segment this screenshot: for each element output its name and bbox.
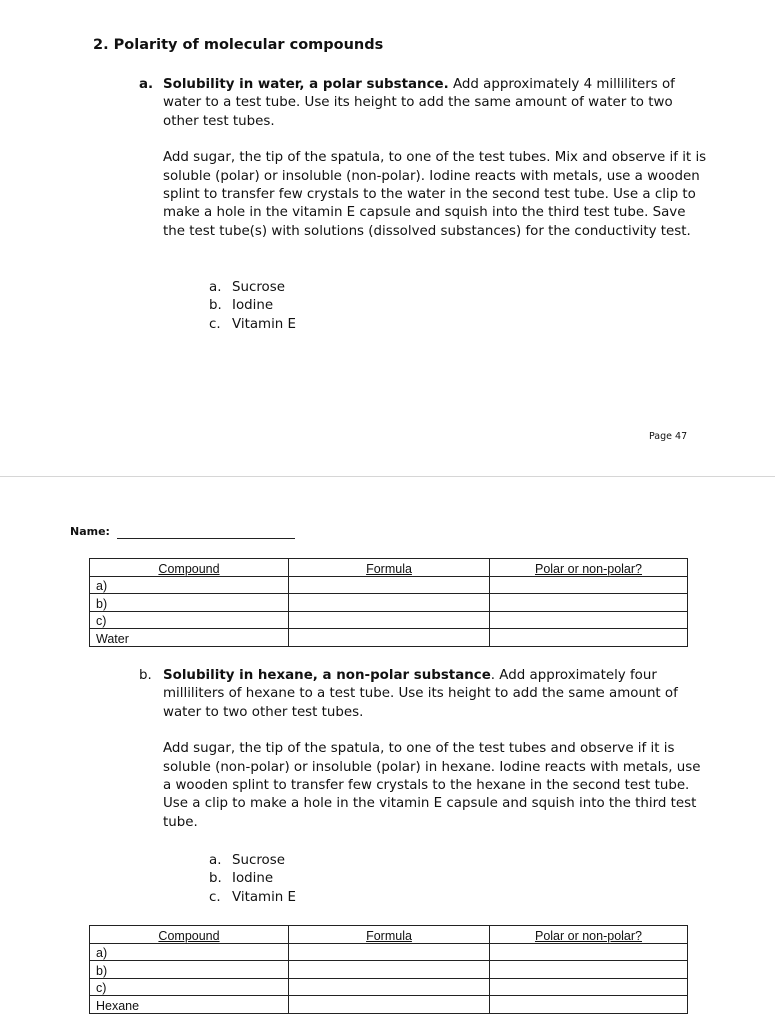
list-item: [209, 852, 296, 870]
row-label: Water: [90, 629, 289, 647]
name-label: Name:: [70, 525, 110, 538]
column-header-formula: Formula: [289, 926, 490, 944]
column-header-formula: Formula: [289, 559, 490, 577]
formula-cell[interactable]: [289, 629, 490, 647]
part-a-title: Solubility in water, a polar substance.: [163, 77, 449, 92]
formula-cell[interactable]: [289, 996, 490, 1014]
polarity-cell[interactable]: [490, 629, 688, 647]
polarity-cell[interactable]: [490, 576, 688, 594]
part-a: [139, 76, 709, 241]
results-table-hexane: [89, 925, 688, 1014]
list-item-text: Iodine: [232, 871, 274, 887]
part-a-paragraph: Add sugar, the tip of the spatula, to one of the test tubes. Mix and observe if it is soluble (polar) or insoluble (non-polar). Iodine reacts with metals, use a wooden splint to transfer few crystals to the water in the second test tube. Use a clip to make a hole in the vitamin E capsule and squish into the third test tube. Save the test tube(s) with solutions (dissolved substances) for the conductivity test.: [163, 150, 707, 239]
table-row: [90, 943, 688, 961]
table-row: [90, 978, 688, 996]
polarity-cell[interactable]: [490, 943, 688, 961]
list-marker: c.: [209, 889, 221, 905]
column-header-compound: Compound: [90, 926, 289, 944]
polarity-cell[interactable]: [490, 996, 688, 1014]
table-row: [90, 576, 688, 594]
part-b-list: [209, 852, 296, 907]
table-row: [90, 961, 688, 979]
table-header-row: [90, 926, 688, 944]
part-b-paragraph: Add sugar, the tip of the spatula, to one of the test tubes and observe if it is soluble (non-polar) or insoluble (polar) in hexane. Iodine reacts with metals, use a wooden splint to transfer few crystals to the hexane in the second test tube. Use a clip to make a hole in the vitamin E capsule and squish into the third test tube.: [163, 741, 701, 830]
row-label: c): [90, 611, 289, 629]
list-item: [209, 870, 296, 888]
polarity-cell[interactable]: [490, 961, 688, 979]
list-item-text: Vitamin E: [232, 889, 297, 905]
polarity-cell[interactable]: [490, 978, 688, 996]
formula-cell[interactable]: [289, 961, 490, 979]
name-input-line[interactable]: [117, 538, 295, 539]
list-marker: b.: [209, 298, 222, 314]
formula-cell[interactable]: [289, 611, 490, 629]
table-row: [90, 594, 688, 612]
list-item-text: Sucrose: [232, 853, 285, 868]
part-a-list: [209, 279, 296, 334]
table-header-row: [90, 559, 688, 577]
part-b: [139, 667, 709, 832]
formula-cell[interactable]: [289, 576, 490, 594]
part-b-intro: . Add approximately four milliliters of hexane to a test tube. Use its height to add the same amount of water to two other test tubes.: [163, 668, 678, 720]
formula-cell[interactable]: [289, 594, 490, 612]
list-item: [209, 297, 296, 315]
list-item-text: Sucrose: [232, 280, 285, 295]
list-marker: a.: [209, 280, 222, 295]
table-row: [90, 996, 688, 1014]
formula-cell[interactable]: [289, 978, 490, 996]
formula-cell[interactable]: [289, 943, 490, 961]
section-heading: 2. Polarity of molecular compounds: [93, 37, 384, 53]
list-marker: a.: [209, 853, 222, 868]
list-marker: c.: [209, 316, 221, 332]
column-header-polarity: Polar or non-polar?: [490, 559, 688, 577]
list-marker: b.: [209, 871, 222, 887]
polarity-cell[interactable]: [490, 594, 688, 612]
column-header-polarity: Polar or non-polar?: [490, 926, 688, 944]
list-item: [209, 889, 296, 907]
row-label: Hexane: [90, 996, 289, 1014]
list-item-text: Iodine: [232, 298, 274, 314]
page-number: Page 47: [649, 431, 688, 442]
table-row: [90, 629, 688, 647]
part-b-label: b.: [139, 668, 152, 683]
list-item: [209, 316, 296, 334]
list-item: [209, 279, 296, 297]
results-table-water: [89, 558, 688, 647]
part-b-title: Solubility in hexane, a non-polar substance: [163, 668, 491, 683]
table-row: [90, 611, 688, 629]
row-label: b): [90, 594, 289, 612]
row-label: a): [90, 576, 289, 594]
polarity-cell[interactable]: [490, 611, 688, 629]
list-item-text: Vitamin E: [232, 316, 297, 332]
row-label: c): [90, 978, 289, 996]
part-b-intro-block: [163, 667, 709, 722]
part-a-intro-block: [163, 76, 709, 131]
part-a-intro: Add approximately 4 milliliters of water to a test tube. Use its height to add the same amount of water to two other test tubes.: [163, 77, 675, 129]
column-header-compound: Compound: [90, 559, 289, 577]
row-label: b): [90, 961, 289, 979]
page-divider: [0, 476, 775, 477]
part-a-label: a.: [139, 77, 154, 92]
row-label: a): [90, 943, 289, 961]
